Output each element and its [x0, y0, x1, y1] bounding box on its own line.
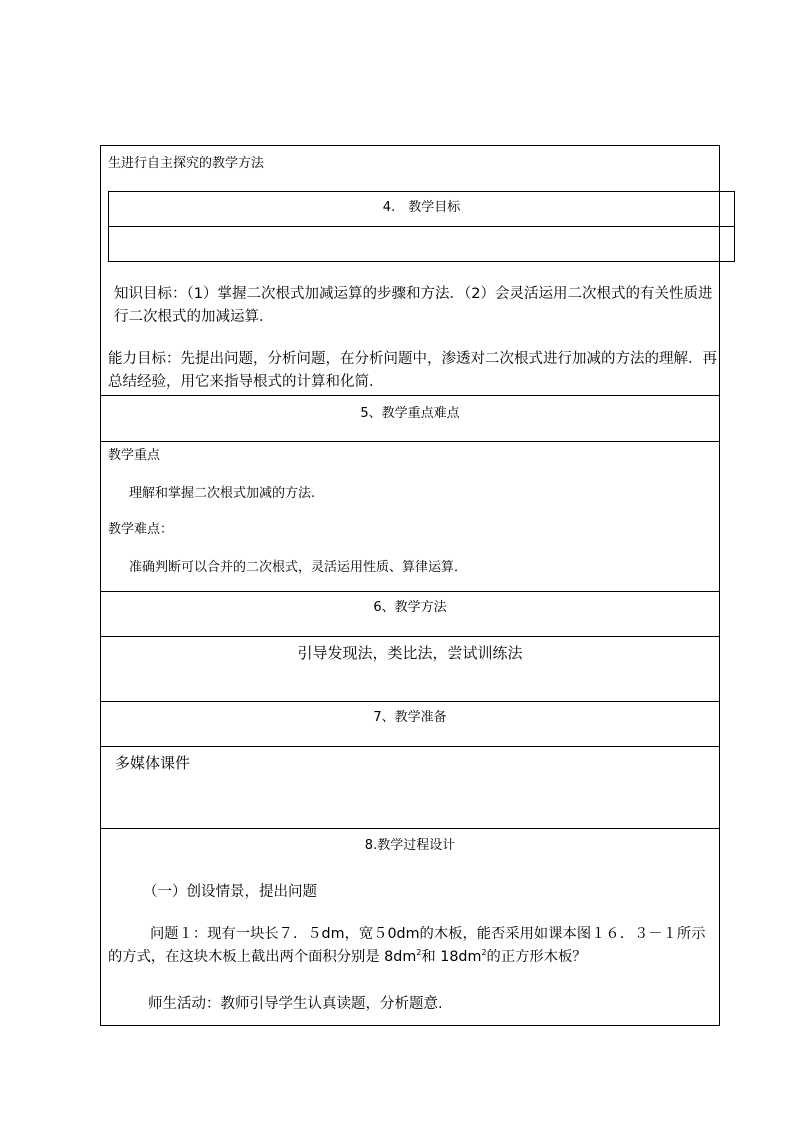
ability-goal: 能力目标：先提出问题，分析问题，在分析问题中，渗透对二次根式进行加减的方法的理解．再总结经验，用它来指导根式的计算和化简．: [108, 351, 717, 390]
process-subheading: （一）创设情景，提出问题: [143, 884, 317, 900]
section5-title: 5、教学重点难点: [360, 406, 460, 421]
divider: [101, 746, 719, 747]
divider: [101, 828, 719, 829]
divider: [101, 441, 719, 442]
difficulty-label: 教学难点：: [108, 522, 174, 537]
knowledge-goal: 知识目标：（1）掌握二次根式加减运算的步骤和方法．（2）会灵活运用二次根式的有关性质进行二次根式的加减运算．: [114, 286, 713, 325]
intro-line: 生进行自主探究的教学方法: [108, 156, 265, 171]
section4-divider: [109, 226, 734, 227]
section4-title: 4. 教学目标: [382, 200, 461, 215]
section7-title: 7、教学准备: [373, 710, 447, 725]
divider: [101, 636, 719, 637]
preparation-text: 多媒体课件: [115, 754, 191, 772]
divider: [101, 701, 719, 702]
divider: [101, 395, 719, 396]
problem-one: 问题１：现有一块长７．５dm，宽５0dm的木板，能否采用如课本图１６．３－１所示的方式，在这块木板上截出两个面积分别是 $8dm^2$和 $18dm^2$的正方形木板？: [108, 926, 706, 965]
section8-title: 8.教学过程设计: [364, 838, 456, 853]
section6-title: 6、教学方法: [373, 600, 447, 615]
lesson-plan-table: [100, 145, 720, 1026]
section4-header-box: [108, 191, 735, 262]
difficulty-text: 准确判断可以合并的二次根式，灵活运用性质、算律运算．: [129, 560, 468, 575]
teacher-student-activity: 师生活动：教师引导学生认真读题，分析题意.: [148, 996, 443, 1012]
key-point-label: 教学重点: [108, 448, 161, 463]
key-point-text: 理解和掌握二次根式加减的方法.: [129, 486, 316, 501]
method-text: 引导发现法，类比法，尝试训练法: [297, 644, 523, 662]
divider: [101, 591, 719, 592]
